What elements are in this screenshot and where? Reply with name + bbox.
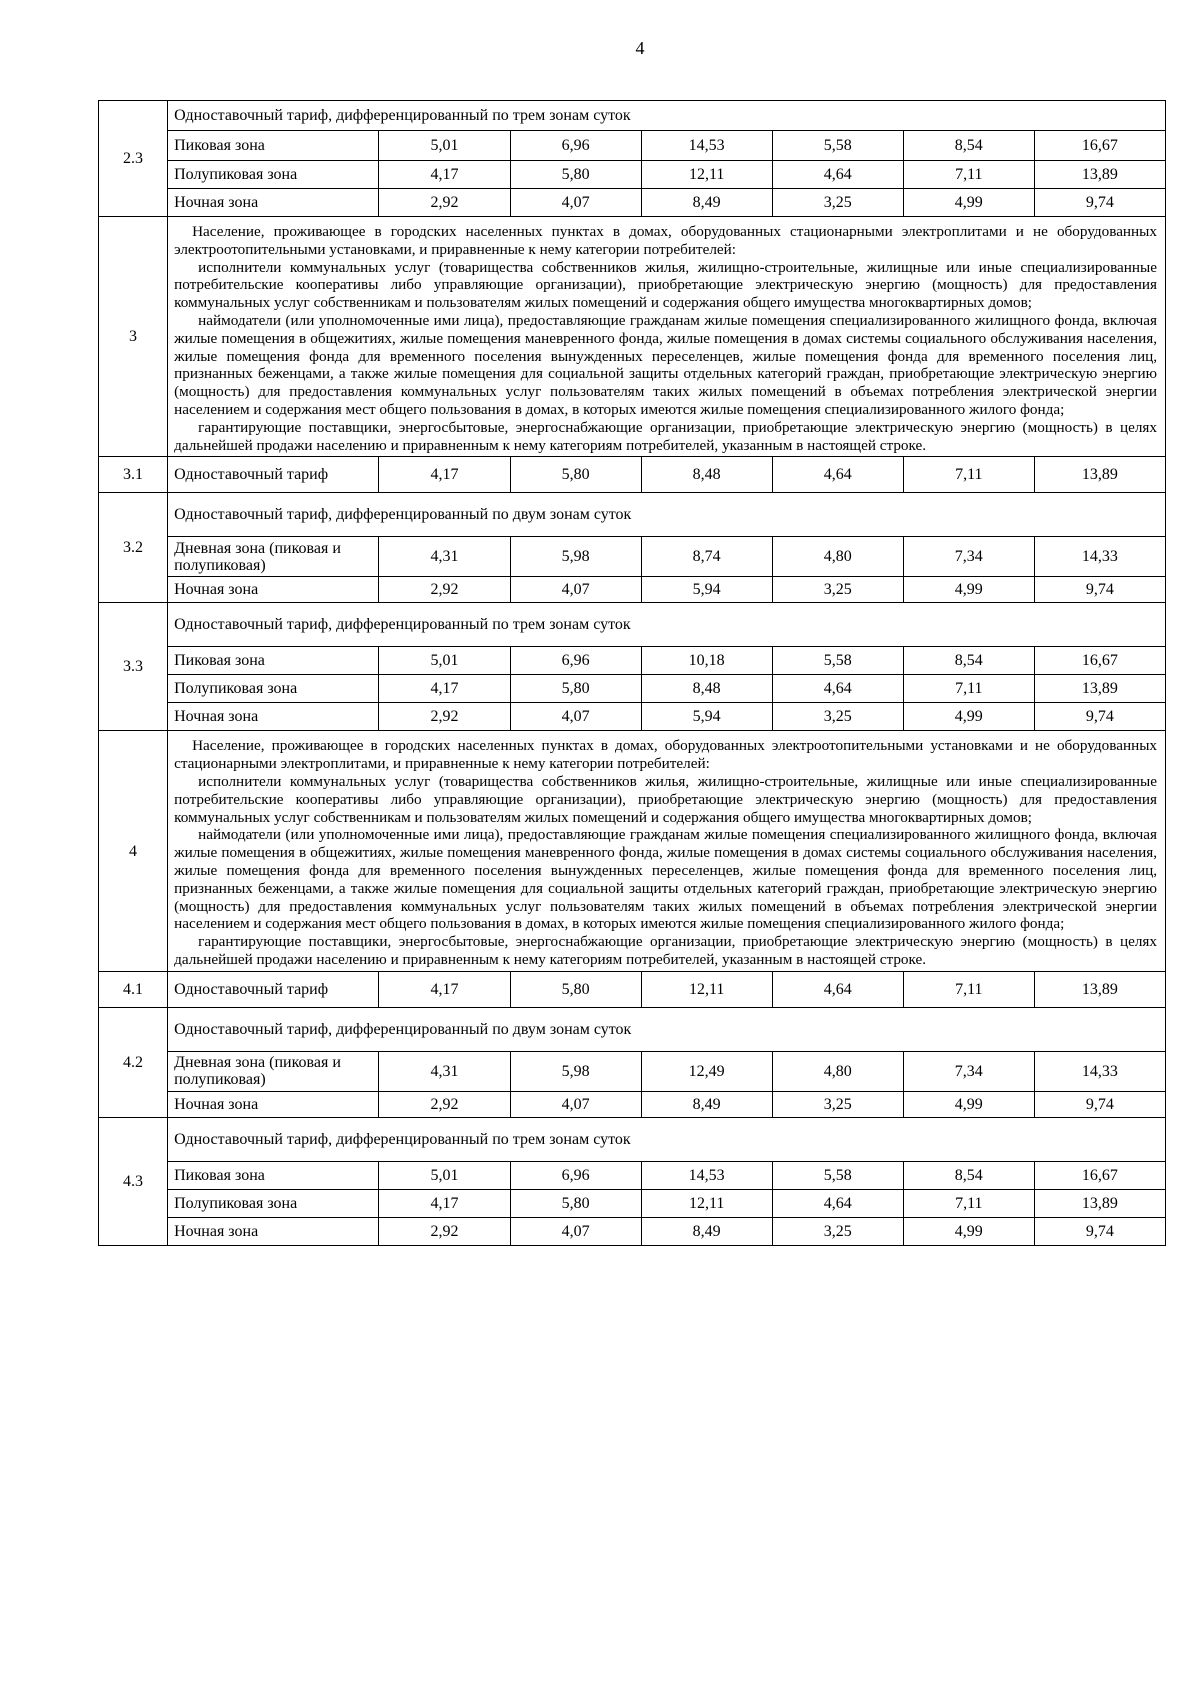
table-row — [99, 457, 1166, 493]
tariff-value: 12,11 — [641, 1189, 772, 1217]
tariff-value: 4,99 — [903, 703, 1034, 731]
category-paragraph: гарантирующие поставщики, энергосбытовые, энергоснабжающие организации, приобретающие электрическую энергию (мощность) в целях дальнейшей продажи населению и приравненным к нему категориям потребителей, указанным в настоящей строке. — [174, 933, 1157, 968]
tariff-value: 14,33 — [1034, 537, 1165, 577]
table-row — [99, 577, 1166, 603]
tariff-value: 5,80 — [510, 971, 641, 1007]
tariff-value: 5,80 — [510, 457, 641, 493]
tariff-value: 8,54 — [903, 647, 1034, 675]
category-paragraph: гарантирующие поставщики, энергосбытовые, энергоснабжающие организации, приобретающие электрическую энергию (мощность) в целях дальнейшей продажи населению и приравненным к нему категориям потребителей, указанным в настоящей строке. — [174, 418, 1157, 454]
zone-label: Полупиковая зона — [168, 675, 379, 703]
tariff-value: 2,92 — [379, 1091, 510, 1117]
tariff-value: 5,80 — [510, 675, 641, 703]
tariff-value: 7,11 — [903, 1189, 1034, 1217]
tariff-value: 8,49 — [641, 1217, 772, 1245]
tariff-value: 4,64 — [772, 457, 903, 493]
category-description — [168, 731, 1166, 971]
zone-label: Ночная зона — [168, 577, 379, 603]
tariff-value: 4,17 — [379, 675, 510, 703]
tariff-value: 9,74 — [1034, 703, 1165, 731]
tariff-label: Одноставочный тариф — [168, 971, 379, 1007]
tariff-value: 4,31 — [379, 1051, 510, 1091]
zone-label: Ночная зона — [168, 1217, 379, 1245]
row-number: 3.2 — [99, 493, 168, 603]
tariff-value: 4,07 — [510, 189, 641, 217]
tariff-value: 4,64 — [772, 675, 903, 703]
table-row — [99, 675, 1166, 703]
row-number: 3.1 — [99, 457, 168, 493]
tariff-type-title: Одноставочный тариф, дифференцированный по трем зонам суток — [168, 603, 1166, 647]
category-paragraph: Население, проживающее в городских населенных пунктах в домах, оборудованных электроотопительными установками и не оборудованных стационарными электроплитами, и приравненные к нему категории потребителей: — [174, 737, 1157, 773]
tariff-value: 7,11 — [903, 675, 1034, 703]
zone-label: Полупиковая зона — [168, 1189, 379, 1217]
tariff-value: 2,92 — [379, 577, 510, 603]
table-row — [99, 1091, 1166, 1117]
tariff-value: 7,11 — [903, 457, 1034, 493]
tariff-value: 8,49 — [641, 1091, 772, 1117]
tariff-value: 3,25 — [772, 703, 903, 731]
category-paragraph: исполнители коммунальных услуг (товарищества собственников жилья, жилищно-строительные, жилищные или иные специализированные потребительские кооперативы либо управляющие организации), приобретающие электрическую энергию (мощность) для предоставления коммунальных услуг собственникам и пользователям жилых помещений и содержания общего имущества многоквартирных домов; — [174, 258, 1157, 312]
tariff-value: 5,58 — [772, 647, 903, 675]
table-row — [99, 971, 1166, 1007]
tariff-value: 8,74 — [641, 537, 772, 577]
tariff-value: 2,92 — [379, 703, 510, 731]
row-number: 4.1 — [99, 971, 168, 1007]
section-header-row — [99, 1007, 1166, 1051]
tariff-value: 4,07 — [510, 1217, 641, 1245]
tariff-value: 16,67 — [1034, 1161, 1165, 1189]
tariff-value: 8,54 — [903, 1161, 1034, 1189]
tariff-value: 14,53 — [641, 131, 772, 161]
tariff-value: 13,89 — [1034, 161, 1165, 189]
table-row — [99, 1217, 1166, 1245]
tariff-value: 9,74 — [1034, 1091, 1165, 1117]
tariff-value: 4,80 — [772, 1051, 903, 1091]
tariff-value: 5,01 — [379, 131, 510, 161]
tariff-value: 4,80 — [772, 537, 903, 577]
category-row — [99, 731, 1166, 971]
tariff-value: 6,96 — [510, 131, 641, 161]
tariff-value: 5,80 — [510, 1189, 641, 1217]
section-header-row — [99, 1117, 1166, 1161]
zone-label: Ночная зона — [168, 703, 379, 731]
table-row — [99, 131, 1166, 161]
zone-label: Дневная зона (пиковая и полупиковая) — [168, 1051, 379, 1091]
tariff-value: 9,74 — [1034, 577, 1165, 603]
zone-label: Пиковая зона — [168, 131, 379, 161]
row-number: 4 — [99, 731, 168, 971]
zone-label: Ночная зона — [168, 1091, 379, 1117]
tariff-value: 2,92 — [379, 1217, 510, 1245]
tariff-value: 5,94 — [641, 577, 772, 603]
row-number: 4.2 — [99, 1007, 168, 1117]
page-number: 4 — [635, 38, 645, 58]
tariff-value: 4,17 — [379, 971, 510, 1007]
table-row — [99, 161, 1166, 189]
table-row — [99, 703, 1166, 731]
zone-label: Ночная зона — [168, 189, 379, 217]
tariff-value: 12,11 — [641, 161, 772, 189]
section-header-row — [99, 603, 1166, 647]
category-row — [99, 217, 1166, 457]
tariff-value: 7,11 — [903, 971, 1034, 1007]
tariff-value: 7,34 — [903, 537, 1034, 577]
tariff-value: 4,99 — [903, 189, 1034, 217]
tariff-value: 4,17 — [379, 161, 510, 189]
tariff-value: 3,25 — [772, 577, 903, 603]
tariff-value: 16,67 — [1034, 131, 1165, 161]
tariff-value: 4,17 — [379, 457, 510, 493]
tariff-value: 4,07 — [510, 703, 641, 731]
row-number: 4.3 — [99, 1117, 168, 1245]
tariff-type-title: Одноставочный тариф, дифференцированный по двум зонам суток — [168, 1007, 1166, 1051]
table-row — [99, 189, 1166, 217]
tariff-value: 13,89 — [1034, 457, 1165, 493]
tariff-value: 4,64 — [772, 161, 903, 189]
category-paragraph: Население, проживающее в городских населенных пунктах в домах, оборудованных стационарными электроплитами и не оборудованных электроотопительными установками, и приравненные к нему категории потребителей: — [174, 223, 1157, 258]
tariff-value: 4,17 — [379, 1189, 510, 1217]
tariff-value: 5,01 — [379, 1161, 510, 1189]
category-paragraph: наймодатели (или уполномоченные ими лица), предоставляющие гражданам жилые помещения специализированного жилищного фонда, включая жилые помещения в общежитиях, жилые помещения маневренного фонда, жилые помещения в домах системы социального обслуживания населения, жилые помещения фонда для временного поселения вынужденных переселенцев, жилые помещения фонда для временного поселения лиц, признанных беженцами, а также жилые помещения для социальной защиты отдельных категорий граждан, приобретающие электрическую энергию (мощность) для предоставления коммунальных услуг пользователям таких жилых помещений в объемах потребления электрической энергии населением и содержания мест общего пользования в домах, в которых имеются жилые помещения специализированного жилого фонда; — [174, 311, 1157, 418]
tariff-value: 14,33 — [1034, 1051, 1165, 1091]
tariff-value: 7,34 — [903, 1051, 1034, 1091]
tariff-value: 3,25 — [772, 189, 903, 217]
tariff-value: 12,49 — [641, 1051, 772, 1091]
zone-label: Пиковая зона — [168, 647, 379, 675]
row-number: 2.3 — [99, 101, 168, 217]
tariff-value: 12,11 — [641, 971, 772, 1007]
tariff-value: 13,89 — [1034, 1189, 1165, 1217]
tariff-value: 13,89 — [1034, 675, 1165, 703]
tariff-value: 10,18 — [641, 647, 772, 675]
tariff-value: 5,01 — [379, 647, 510, 675]
tariff-type-title: Одноставочный тариф, дифференцированный по двум зонам суток — [168, 493, 1166, 537]
tariff-value: 3,25 — [772, 1091, 903, 1117]
tariff-value: 14,53 — [641, 1161, 772, 1189]
tariff-value: 4,64 — [772, 971, 903, 1007]
zone-label: Полупиковая зона — [168, 161, 379, 189]
tariff-value: 4,64 — [772, 1189, 903, 1217]
tariff-value: 5,98 — [510, 1051, 641, 1091]
tariff-value: 5,98 — [510, 537, 641, 577]
zone-label: Пиковая зона — [168, 1161, 379, 1189]
tariff-value: 5,80 — [510, 161, 641, 189]
table-row — [99, 1051, 1166, 1091]
table-row — [99, 1161, 1166, 1189]
tariff-value: 8,48 — [641, 457, 772, 493]
tariff-value: 6,96 — [510, 1161, 641, 1189]
tariff-value: 8,49 — [641, 189, 772, 217]
tariff-value: 16,67 — [1034, 647, 1165, 675]
table-row — [99, 537, 1166, 577]
table-row — [99, 1189, 1166, 1217]
tariff-value: 8,48 — [641, 675, 772, 703]
tariff-value: 3,25 — [772, 1217, 903, 1245]
category-paragraph: исполнители коммунальных услуг (товарищества собственников жилья, жилищно-строительные, жилищные или иные специализированные потребительские кооперативы либо управляющие организации), приобретающие электрическую энергию (мощность) для предоставления коммунальных услуг собственникам и пользователям жилых помещений и содержания общего имущества многоквартирных домов; — [174, 772, 1157, 826]
zone-label: Дневная зона (пиковая и полупиковая) — [168, 537, 379, 577]
category-description — [168, 217, 1166, 457]
row-number: 3.3 — [99, 603, 168, 731]
tariff-type-title: Одноставочный тариф, дифференцированный по трем зонам суток — [168, 101, 1166, 131]
tariff-value: 4,07 — [510, 577, 641, 603]
tariff-value: 9,74 — [1034, 189, 1165, 217]
tariff-label: Одноставочный тариф — [168, 457, 379, 493]
tariff-value: 13,89 — [1034, 971, 1165, 1007]
section-header-row — [99, 493, 1166, 537]
tariff-value: 9,74 — [1034, 1217, 1165, 1245]
tariff-value: 8,54 — [903, 131, 1034, 161]
category-paragraph: наймодатели (или уполномоченные ими лица), предоставляющие гражданам жилые помещения специализированного жилищного фонда, включая жилые помещения в общежитиях, жилые помещения маневренного фонда, жилые помещения в домах системы социального обслуживания населения, жилые помещения фонда для временного поселения вынужденных переселенцев, жилые помещения фонда для временного поселения лиц, признанных беженцами, а также жилые помещения для социальной защиты отдельных категорий граждан, приобретающие электрическую энергию (мощность) для предоставления коммунальных услуг пользователям таких жилых помещений в объемах потребления электрической энергии населением и содержания мест общего пользования в домах, в которых имеются жилые помещения специализированного жилого фонда; — [174, 826, 1157, 933]
tariff-value: 4,31 — [379, 537, 510, 577]
tariff-value: 5,94 — [641, 703, 772, 731]
tariff-value: 7,11 — [903, 161, 1034, 189]
tariff-value: 4,99 — [903, 1217, 1034, 1245]
tariff-value: 2,92 — [379, 189, 510, 217]
section-header-row — [99, 101, 1166, 131]
tariff-value: 5,58 — [772, 131, 903, 161]
tariff-value: 4,99 — [903, 577, 1034, 603]
row-number: 3 — [99, 217, 168, 457]
tariff-value: 4,07 — [510, 1091, 641, 1117]
tariff-value: 6,96 — [510, 647, 641, 675]
tariff-value: 5,58 — [772, 1161, 903, 1189]
tariff-value: 4,99 — [903, 1091, 1034, 1117]
tariff-table — [98, 100, 1166, 1246]
tariff-type-title: Одноставочный тариф, дифференцированный по трем зонам суток — [168, 1117, 1166, 1161]
table-row — [99, 647, 1166, 675]
